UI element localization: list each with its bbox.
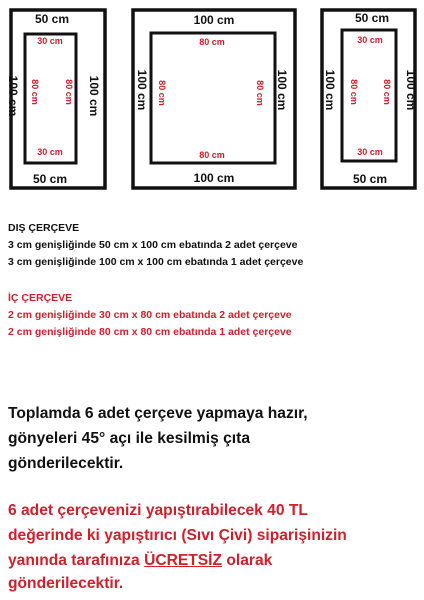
inner-bottom-label: 30 cm [357,147,383,157]
offer-line-3 [8,549,272,573]
frame-right [322,10,418,188]
summary-line-1: Toplamda 6 adet çerçeve yapmaya hazır, [8,405,308,422]
outer-left-label: 100 cm [323,69,337,111]
free-badge-text: ÜCRETSİZ [144,552,223,569]
summary-line-3: gönderilecektir. [8,455,124,472]
offer-line-1: 6 adet çerçevenizi yapıştırabilecek 40 TL [8,502,308,519]
offer-line-3-post: olarak [222,552,273,569]
outer-frame-line-2: 3 cm genişliğinde 100 cm x 100 cm ebatında 1 adet çerçeve [8,256,304,268]
inner-left-label: 80 cm [349,79,359,105]
inner-top-label: 80 cm [199,37,225,47]
offer-line-2: değerinde ki yapıştırıcı (Sıvı Çivi) siparişinizin [8,527,347,544]
outer-frame-title: DIŞ ÇERÇEVE [8,222,80,234]
offer-line-4: gönderilecektir. [8,575,124,592]
inner-top-label: 30 cm [37,36,63,46]
frame-middle [133,10,295,188]
offer-line-3-pre: yanında tarafınıza [8,552,145,569]
inner-left-label: 80 cm [30,79,40,105]
outer-right-label: 100 cm [404,69,418,111]
frame-left [6,10,105,188]
outer-right-label: 100 cm [275,69,289,111]
outer-bottom-label: 50 cm [32,172,68,186]
summary-line-2: gönyeleri 45° açı ile kesilmiş çıta [8,430,251,447]
outer-top-label: 50 cm [34,12,70,26]
outer-left-label: 100 cm [135,69,149,111]
outer-top-label: 50 cm [354,11,390,25]
inner-right-label: 80 cm [382,79,392,105]
inner-bottom-label: 30 cm [37,147,63,157]
inner-right-label: 80 cm [255,80,265,106]
outer-bottom-label: 50 cm [352,172,388,186]
outer-bottom-label: 100 cm [193,171,235,185]
inner-frame-line-2: 2 cm genişliğinde 80 cm x 80 cm ebatında 1 adet çerçeve [8,326,292,338]
outer-frame-line-1: 3 cm genişliğinde 50 cm x 100 cm ebatında 2 adet çerçeve [8,239,298,251]
frame-diagram [0,0,424,200]
inner-frame-line-1: 2 cm genişliğinde 30 cm x 80 cm ebatında 2 adet çerçeve [8,309,292,321]
inner-right-label: 80 cm [64,79,74,105]
inner-top-label: 30 cm [357,35,383,45]
inner-bottom-label: 80 cm [199,150,225,160]
outer-top-label: 100 cm [193,13,235,27]
inner-frame-title: İÇ ÇERÇEVE [8,292,73,304]
outer-right-label: 100 cm [87,75,101,117]
outer-left-label: 100 cm [6,75,20,117]
inner-left-label: 80 cm [157,80,167,106]
